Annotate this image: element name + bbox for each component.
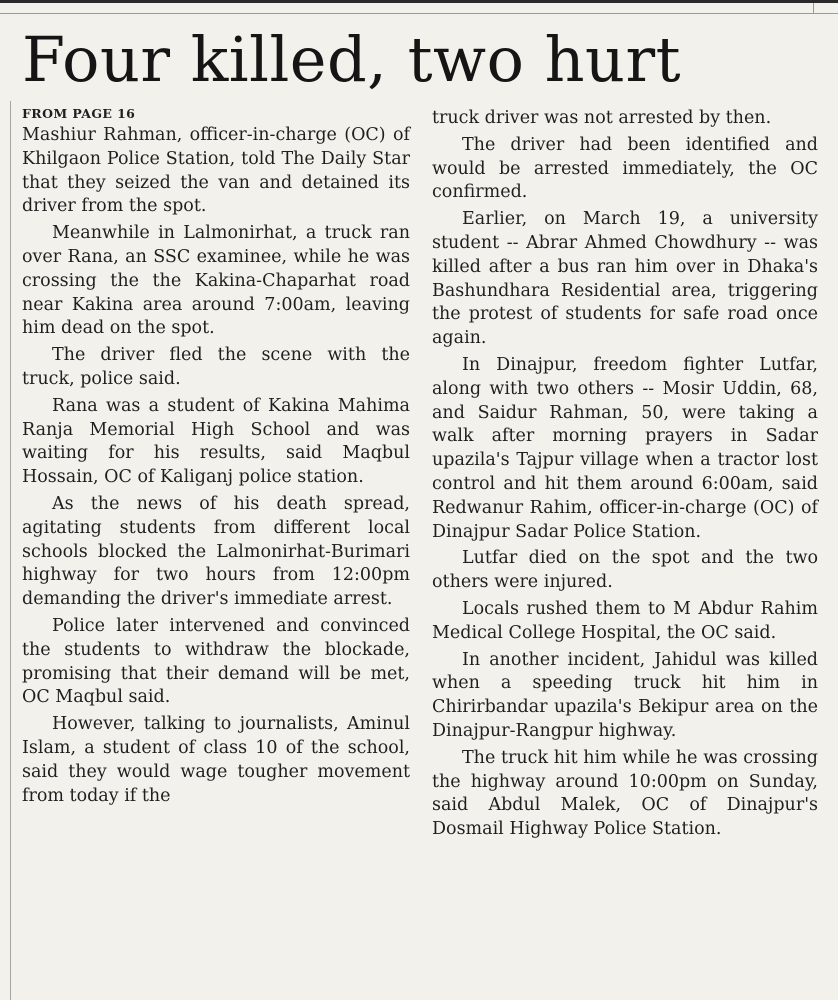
paragraph: The driver had been identified and would be arrested immediately, the OC confirmed. — [432, 134, 818, 203]
paragraph: Rana was a student of Kakina Mahima Ranja Memorial High School and was waiting for his results, said Maqbul Hossain, OC of Kaliganj police station. — [22, 395, 410, 488]
paragraph: As the news of his death spread, agitating students from different local schools blocked the Lalmonirhat-Burimari highway for two hours from 12:00pm demanding the driver's immediate arrest. — [22, 493, 410, 610]
headline: Four killed, two hurt — [22, 23, 682, 96]
left-column — [22, 106, 410, 811]
paragraph: Meanwhile in Lalmonirhat, a truck ran over Rana, an SSC examinee, while he was crossing the the Kakina-Chaparhat road near Kakina area around 7:00am, leaving him dead on the spot. — [22, 223, 410, 339]
right-column — [432, 107, 818, 845]
paragraph: However, talking to journalists, Aminul Islam, a student of class 10 of the school, said they would wage tougher movement from today if the — [22, 714, 410, 806]
paragraph: The truck hit him while he was crossing the highway around 10:00pm on Sunday, said Abdul Malek, OC of Dinajpur's Dosmail Highway Police Station. — [432, 747, 818, 840]
top-rule — [0, 3, 838, 14]
paragraph: In another incident, Jahidul was killed when a speeding truck hit him in Chirirbandar upazila's Bekipur area on the Dinajpur-Rangpur highway. — [432, 649, 818, 741]
paragraph: The driver fled the scene with the truck, police said. — [22, 345, 410, 389]
paragraph: Earlier, on March 19, a university student -- Abrar Ahmed Chowdhury -- was killed after a bus ran him over in Dhaka's Bashundhara Residential area, triggering the protest of students for safe road once again. — [432, 209, 818, 349]
jump-line: FROM PAGE 16 — [22, 106, 136, 121]
paragraph: Mashiur Rahman, officer-in-charge (OC) of Khilgaon Police Station, told The Daily Star that they seized the van and detained its driver from the spot. — [22, 125, 410, 217]
paragraph: Locals rushed them to M Abdur Rahim Medical College Hospital, the OC said. — [432, 598, 818, 643]
top-rule-divider — [813, 3, 826, 13]
paragraph: In Dinajpur, freedom fighter Lutfar, along with two others -- Mosir Uddin, 68, and Saidur Rahman, 50, were taking a walk after morning prayers in Sadar upazila's Tajpur village when a tractor lost control and hit them around 6:00am, said Redwanur Rahim, officer-in-charge (OC) of Dinajpur Sadar Police Station. — [432, 354, 818, 542]
paragraph: Lutfar died on the spot and the two others were injured. — [432, 548, 818, 593]
column-rule — [10, 101, 11, 1000]
paragraph: Police later intervened and convinced the students to withdraw the blockade, promising that their demand will be met, OC Maqbul said. — [22, 615, 410, 708]
paragraph-continued: truck driver was not arrested by then. — [432, 108, 772, 128]
